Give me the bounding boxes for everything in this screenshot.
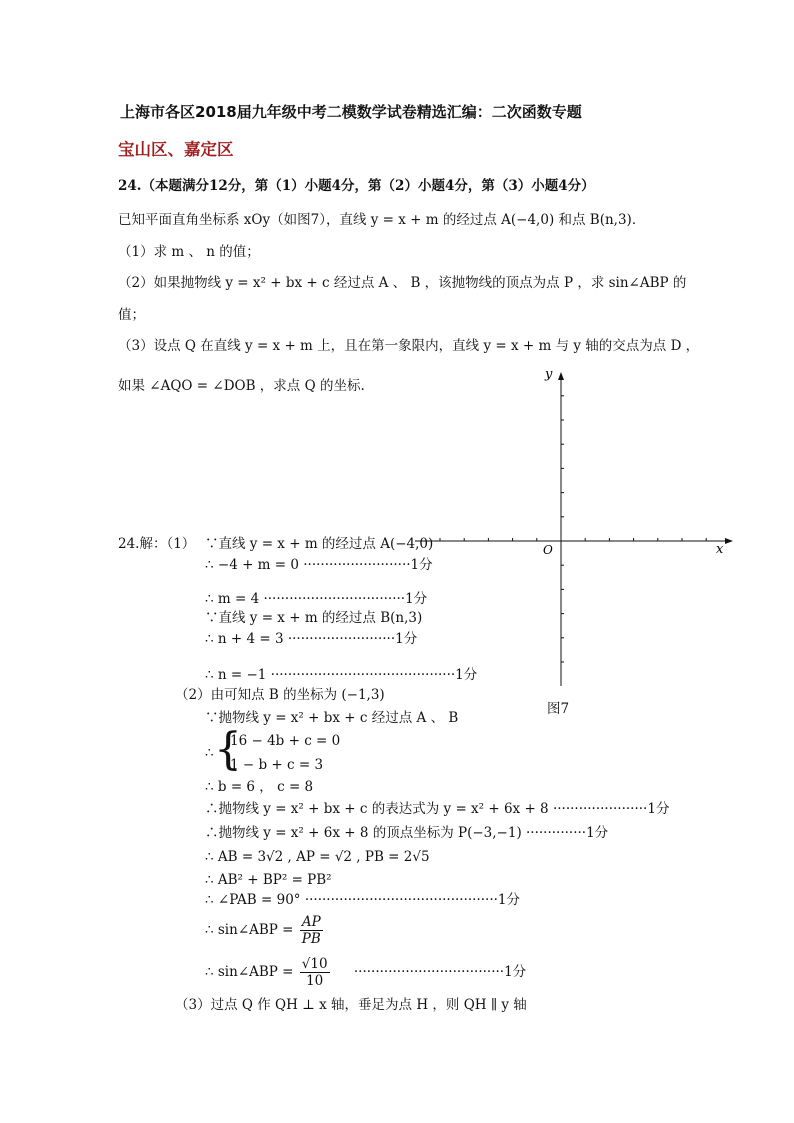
sin-equation-1 bbox=[205, 910, 325, 950]
question-header: 24.（本题满分12分，第（1）小题4分，第（2）小题4分，第（3）小题4分） bbox=[118, 178, 595, 194]
question-line: （3）设点 Q 在直线 y = x + m 上，且在第一象限内，直线 y = x + m 与 y 轴的交点为点 D ， bbox=[118, 338, 700, 354]
solution-line: ∴抛物线 y = x² + 6x + 8 的顶点坐标为 P(−3,−1) ··············1分 bbox=[205, 825, 609, 841]
fraction-ap-pb bbox=[300, 914, 323, 947]
solution-part2-label: （2）由可知点 B 的坐标为 (−1,3) bbox=[175, 687, 385, 703]
question-line: 值； bbox=[118, 307, 145, 323]
therefore-symbol: ∴ bbox=[205, 745, 214, 761]
fraction-denominator: 10 bbox=[306, 973, 324, 989]
score-note: ···································1分 bbox=[353, 964, 527, 980]
solution-line: ∴ n = −1 ···········································1分 bbox=[205, 667, 478, 683]
x-axis-label: x bbox=[716, 542, 724, 557]
origin-label: O bbox=[543, 543, 553, 557]
sin-prefix: ∴ sin∠ABP = bbox=[205, 964, 294, 980]
y-axis-arrow bbox=[558, 372, 564, 380]
solution-line: ∴ n + 4 = 3 ·························1分 bbox=[205, 631, 418, 647]
solution-line: ∴ m = 4 ·································1分 bbox=[205, 591, 428, 607]
solution-line: ∴ −4 + m = 0 ·························1分 bbox=[205, 557, 433, 573]
equation-line: 16 − 4b + c = 0 bbox=[230, 733, 341, 749]
solution-line: ∴抛物线 y = x² + bx + c 的表达式为 y = x² + 6x + 8 ······················1分 bbox=[205, 801, 670, 817]
doc-title: 上海市各区2018届九年级中考二模数学试卷精选汇编：二次函数专题 bbox=[120, 103, 582, 121]
solution-part3-label: （3）过点 Q 作 QH ⊥ x 轴，垂足为点 H ，则 QH ∥ y 轴 bbox=[175, 997, 527, 1013]
question-line: 如果 ∠AQO = ∠DOB ，求点 Q 的坐标. bbox=[118, 378, 365, 394]
solution-line: ∴ AB² + BP² = PB² bbox=[205, 872, 332, 888]
fraction-denominator: PB bbox=[301, 931, 321, 947]
solution-line: ∴ b = 6 ， c = 8 bbox=[205, 779, 314, 795]
solution-line: ∴ AB = 3√2 , AP = √2 , PB = 2√5 bbox=[205, 849, 430, 865]
fraction-numerator: AP bbox=[300, 914, 323, 931]
solution-line: ∴ ∠PAB = 90° ·············································1分 bbox=[205, 892, 521, 908]
sin-equation-2 bbox=[205, 952, 526, 992]
fraction-numerator: √10 bbox=[301, 956, 328, 972]
fraction-root10-10 bbox=[300, 956, 330, 989]
equation-line: 1 − b + c = 3 bbox=[230, 757, 324, 773]
question-line: （1）求 m 、 n 的值； bbox=[118, 244, 260, 260]
figure-caption: 图7 bbox=[547, 701, 570, 717]
solution-line: ∵直线 y = x + m 的经过点 B(n,3) bbox=[205, 610, 423, 626]
district-heading: 宝山区、嘉定区 bbox=[118, 140, 234, 159]
question-line: 已知平面直角坐标系 xOy（如图7），直线 y = x + m 的经过点 A(−4,0) 和点 B(n,3)． bbox=[118, 212, 646, 228]
axis-ticks bbox=[440, 396, 706, 662]
sin-prefix: ∴ sin∠ABP = bbox=[205, 922, 294, 938]
solution-line: ∵直线 y = x + m 的经过点 A(−4,0) bbox=[205, 536, 434, 552]
solution-label: 24.解：（1） bbox=[118, 536, 196, 552]
equation-system-brace: { bbox=[214, 724, 242, 775]
x-axis-arrow bbox=[725, 538, 733, 544]
solution-line: ∵抛物线 y = x² + bx + c 经过点 A 、 B bbox=[205, 710, 459, 726]
question-line: （2）如果抛物线 y = x² + bx + c 经过点 A 、 B ，该抛物线的顶点为点 P ，求 sin∠ABP 的 bbox=[118, 275, 687, 291]
y-axis-label: y bbox=[545, 367, 553, 382]
